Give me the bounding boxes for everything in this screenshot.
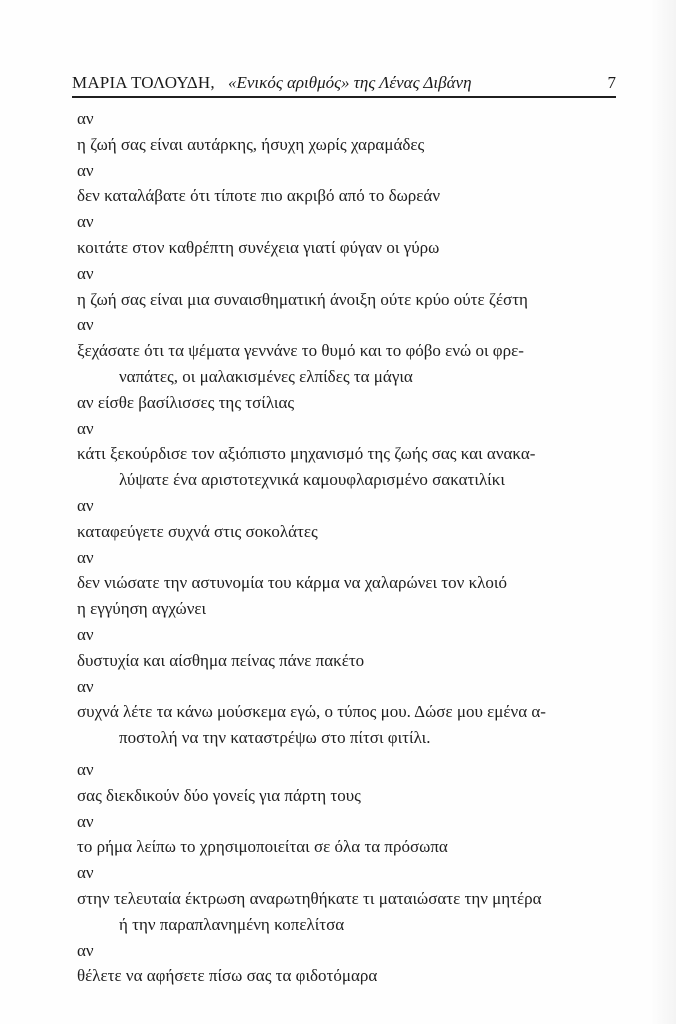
poem-line-continuation: ή την παραπλανημένη κοπελίτσα — [119, 914, 345, 934]
poem-line: η εγγύηση αγχώνει — [77, 599, 207, 619]
poem-line: κάτι ξεκούρδισε τον αξιόπιστο μηχανισμό της ζωής σας και ανακα- — [77, 444, 536, 464]
poem-line: σας διεκδικούν δύο γονείς για πάρτη τους — [77, 785, 361, 805]
poem-line: αν — [77, 940, 94, 960]
header-work-title: «Ενικός αριθμός» της Λένας Διβάνη — [228, 73, 472, 92]
poem-line: αν είσθε βασίλισσες της τσίλιας — [77, 392, 295, 412]
poem-line: αν — [77, 863, 94, 883]
poem-line: αν — [77, 109, 94, 128]
poem-line: αν — [77, 759, 94, 779]
poem-line-continuation: ναπάτες, οι μαλακισμένες ελπίδες τα μάγια — [119, 366, 413, 386]
poem-line: στην τελευταία έκτρωση αναρωτηθήκατε τι ματαιώσατε την μητέρα — [77, 888, 542, 908]
poem-line: δεν νιώσατε την αστυνομία του κάρμα να χαλαρώνει τον κλοιό — [77, 573, 507, 593]
poem-line: αν — [77, 547, 94, 567]
poem-line: αν — [77, 315, 94, 335]
poem-line: ξεχάσατε ότι τα ψέματα γεννάνε το θυμό και το φόβο ενώ οι φρε- — [77, 341, 524, 361]
poem-line: συχνά λέτε τα κάνω μούσκεμα εγώ, ο τύπος μου. Δώσε μου εμένα α- — [77, 702, 546, 722]
poem-line-continuation: ποστολή να την καταστρέψω στο πίτσι φιτίλι. — [119, 728, 431, 748]
poem-line: αν — [77, 676, 94, 696]
page-number: 7 — [607, 73, 616, 92]
poem-line: δεν καταλάβατε ότι τίποτε πιο ακριβό από το δωρεάν — [77, 186, 441, 206]
poem-line: το ρήμα λείπω το χρησιμοποιείται σε όλα τα πρόσωπα — [77, 837, 448, 857]
poem-body — [77, 106, 623, 989]
poem-line: αν — [77, 263, 94, 283]
poem-line: η ζωή σας είναι αυτάρκης, ήσυχη χωρίς χαραμάδες — [77, 134, 425, 154]
header-rule — [72, 96, 616, 98]
poem-line: καταφεύγετε συχνά στις σοκολάτες — [77, 521, 318, 541]
poem-line: η ζωή σας είναι μια συναισθηματική άνοιξη ούτε κρύο ούτε ζέστη — [77, 289, 528, 309]
poem-line: κοιτάτε στον καθρέπτη συνέχεια γιατί φύγαν οι γύρω — [77, 237, 440, 257]
poem-line: αν — [77, 418, 94, 438]
header-author: ΜΑΡΙΑ ΤΟΛΟΥΔΗ, — [72, 73, 215, 92]
poem-line: αν — [77, 160, 94, 180]
poem-line: αν — [77, 624, 94, 644]
poem-line: αν — [77, 212, 94, 232]
poem-line: θέλετε να αφήσετε πίσω σας τα φιδοτόμαρα — [77, 966, 378, 986]
running-header — [72, 73, 616, 95]
poem-line: αν — [77, 811, 94, 831]
poem-line-continuation: λύψατε ένα αριστοτεχνικά καμουφλαρισμένο σακατιλίκι — [119, 470, 505, 490]
poem-line: δυστυχία και αίσθημα πείνας πάνε πακέτο — [77, 650, 365, 670]
poem-line: αν — [77, 495, 94, 515]
page-edge-shadow — [650, 0, 676, 1024]
